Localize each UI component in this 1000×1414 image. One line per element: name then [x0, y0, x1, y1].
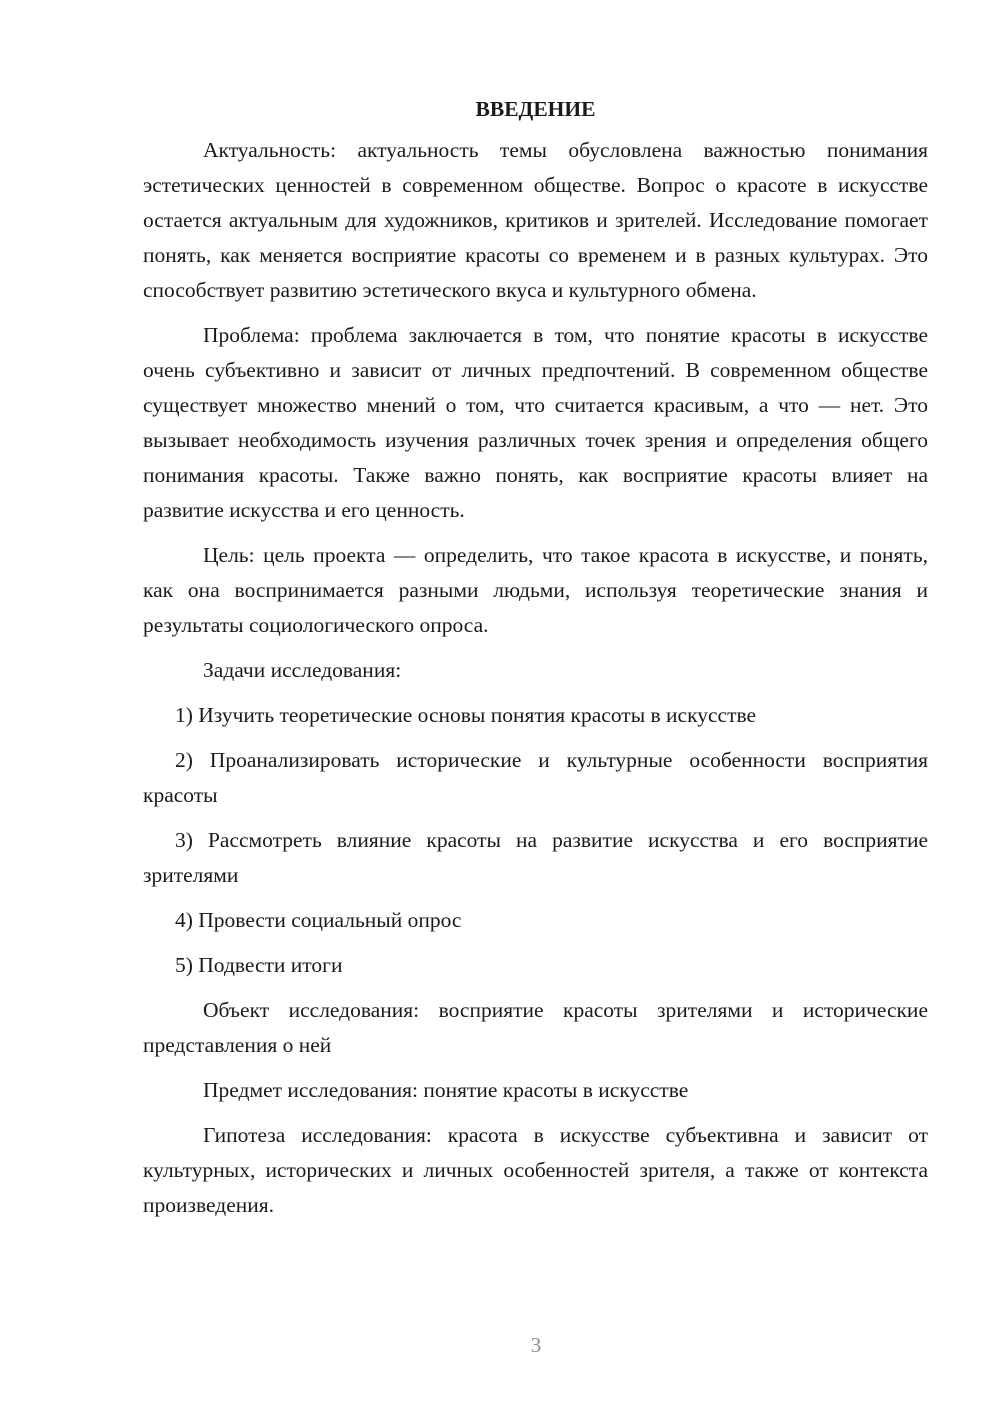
goal-paragraph: Цель: цель проекта — определить, что такое красота в искусстве, и понять, как она воспринимается разными людьми, используя теоретические знания и результаты социологического опроса.: [143, 543, 928, 637]
relevance-paragraph: Актуальность: актуальность темы обусловлена важностью понимания эстетических ценностей в современном обществе. Вопрос о красоте в искусстве остается актуальным для художников, критиков и зрителей. Исследование помогает понять, как меняется восприятие красоты со временем и в разных культурах. Это способствует развитию эстетического вкуса и культурного обмена.: [143, 138, 928, 302]
task-item: 2) Проанализировать исторические и культурные особенности восприятия красоты: [143, 748, 928, 807]
tasks-title: Задачи исследования:: [203, 658, 402, 682]
hypothesis-paragraph: Гипотеза исследования: красота в искусстве субъективна и зависит от культурных, исторических и личных особенностей зрителя, а также от контекста произведения.: [143, 1123, 928, 1217]
task-item: 4) Провести социальный опрос: [175, 908, 462, 932]
task-item: 3) Рассмотреть влияние красоты на развитие искусства и его восприятие зрителями: [143, 828, 928, 887]
task-item: 1) Изучить теоретические основы понятия красоты в искусстве: [175, 703, 757, 727]
problem-paragraph: Проблема: проблема заключается в том, что понятие красоты в искусстве очень субъективно и зависит от личных предпочтений. В современном обществе существует множество мнений о том, что считается красивым, а что — нет. Это вызывает необходимость изучения различных точек зрения и определения общего понимания красоты. Также важно понять, как восприятие красоты влияет на развитие искусства и его ценность.: [143, 323, 928, 522]
section-heading: ВВЕДЕНИЕ: [475, 97, 596, 121]
subject-paragraph: Предмет исследования: понятие красоты в искусстве: [203, 1078, 689, 1102]
task-item: 5) Подвести итоги: [175, 953, 343, 977]
page-content: [143, 92, 928, 1223]
page-number: 3: [530, 1333, 542, 1357]
object-paragraph: Объект исследования: восприятие красоты зрителями и исторические представления о ней: [143, 998, 928, 1057]
